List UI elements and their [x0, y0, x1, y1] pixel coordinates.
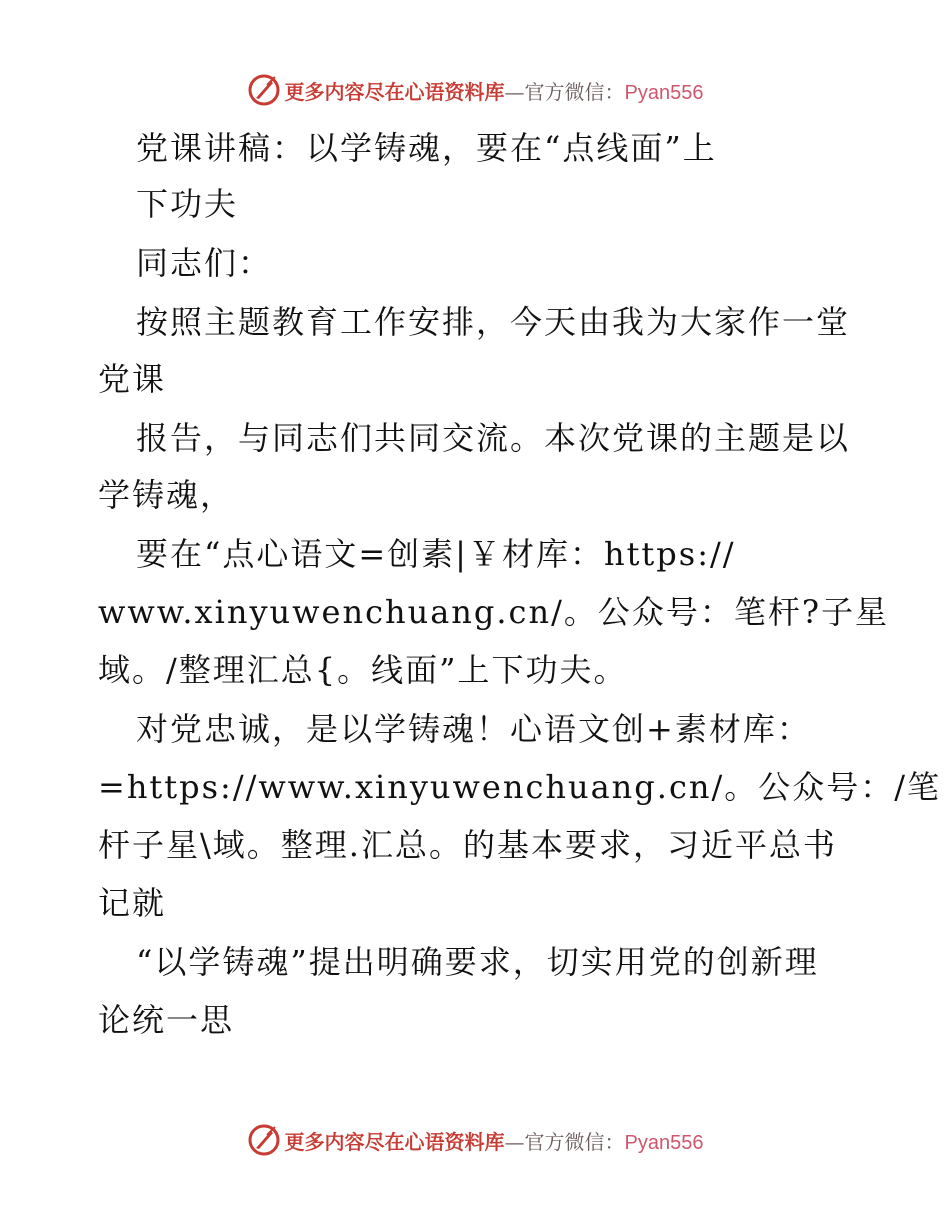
paragraph-line: 报告，与同志们共同交流。本次党课的主题是以: [136, 419, 851, 457]
doc-title-line-1: 党课讲稿：以学铸魂，要在“点线面”上: [136, 129, 717, 167]
header-banner: [0, 70, 950, 110]
paragraph-line: =https://www.xinyuwenchuang.cn/。公众号：/笔: [98, 768, 942, 806]
paragraph-line: 对党忠诚，是以学铸魂！心语文创+素材库：: [136, 710, 811, 748]
paragraph-line: 要在“点心语文=创素|￥材库：https://: [136, 535, 736, 573]
paragraph-line: 论统一思: [98, 1001, 235, 1039]
paragraph-line: 学铸魂，: [98, 476, 235, 514]
paragraph-line: 记就: [98, 884, 167, 922]
banner-title: 更多内容尽在心语资料库: [284, 1129, 505, 1154]
quill-logo-icon: [247, 1123, 281, 1157]
paragraph-line: 党课: [98, 360, 167, 398]
banner-text: [285, 76, 704, 105]
paragraph-line: 域。/整理汇总{。线面”上下功夫。: [98, 651, 628, 689]
banner-wechat-id: Pyan556: [624, 81, 704, 104]
doc-title-line-2: 下功夫: [136, 185, 239, 223]
paragraph-line: www.xinyuwenchuang.cn/。公众号：笔杆?子星: [98, 593, 890, 631]
paragraph-line: “以学铸魂”提出明确要求，切实用党的创新理: [136, 943, 819, 981]
quill-logo-icon: [247, 73, 281, 107]
salutation: 同志们：: [136, 244, 273, 282]
banner-title: 更多内容尽在心语资料库: [284, 79, 505, 104]
paragraph-line: 按照主题教育工作安排，今天由我为大家作一堂: [136, 303, 851, 341]
banner-text: [285, 1126, 704, 1155]
banner-wechat-id: Pyan556: [624, 1131, 704, 1154]
banner-wechat-label: —官方微信：: [504, 1129, 625, 1154]
banner-wechat-label: —官方微信：: [504, 79, 625, 104]
footer-banner: [0, 1120, 950, 1160]
paragraph-line: 杆子星\域。整理.汇总。的基本要求，习近平总书: [98, 826, 837, 864]
